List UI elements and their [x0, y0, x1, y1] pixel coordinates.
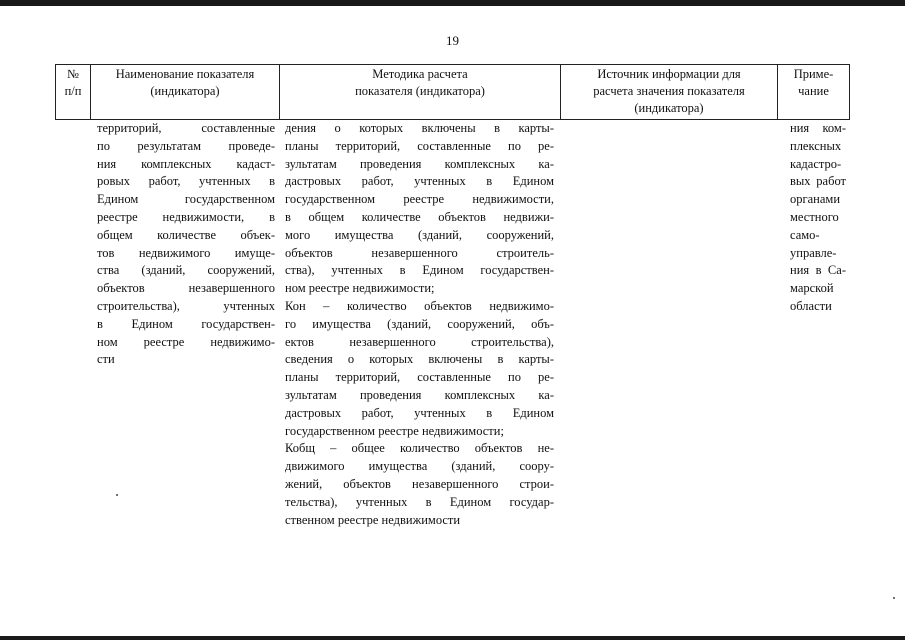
- text-line: управле-: [790, 245, 837, 260]
- text-line: государственном реестре недвижимости,: [285, 192, 554, 207]
- text-line: планы территорий, составленные по ре-: [285, 138, 554, 153]
- table-border-right: [849, 64, 850, 120]
- text-line: тельства), учтенных в Едином государ-: [285, 494, 554, 509]
- text-line: ном реестре недвижимо-: [97, 334, 275, 349]
- text-line: плексных: [790, 138, 842, 153]
- text-line: сведения о которых включены в карты-: [285, 352, 554, 367]
- text-line: дастровых работ, учтенных в Едином: [285, 405, 554, 420]
- header-num-line: п/п: [64, 84, 82, 98]
- header-note-line: Приме-: [793, 67, 834, 81]
- text-line: ектов незавершенного строительства),: [285, 334, 554, 349]
- header-method: [280, 66, 560, 100]
- text-line: органами: [790, 192, 841, 207]
- text-line: территорий, составленные: [97, 121, 275, 135]
- text-line: зультатам проведения комплексных ка-: [285, 156, 554, 171]
- text-line: в Едином государствен-: [97, 316, 275, 331]
- page-number: 19: [446, 33, 459, 48]
- text-line: зультатам проведения комплексных ка-: [285, 387, 554, 402]
- text-line: ства (зданий, сооружений,: [97, 263, 275, 278]
- text-line: строительства), учтенных: [97, 298, 275, 313]
- text-line: ния в Са-: [790, 263, 846, 278]
- text-line: ровых работ, учтенных в: [97, 174, 275, 189]
- text-line: движимого имущества (зданий, соору-: [285, 459, 554, 474]
- text-line: мого имущества (зданий, сооружений,: [285, 227, 554, 242]
- method-cell: [285, 120, 554, 529]
- text-line: реестре недвижимости, в: [97, 209, 275, 224]
- header-name: [91, 66, 279, 100]
- text-line: марской: [790, 281, 834, 296]
- note-cell: [790, 120, 846, 316]
- text-line: само-: [790, 227, 820, 242]
- text-line: дастровых работ, учтенных в Едином: [285, 174, 554, 189]
- text-line: сти: [97, 352, 115, 367]
- indicator-name-cell: [97, 120, 275, 369]
- header-num: [56, 66, 90, 100]
- header-method-line: Методика расчета: [372, 67, 468, 81]
- header-name-line: Наименование показателя: [115, 67, 255, 81]
- text-line: объектов незавершенного: [97, 281, 275, 296]
- header-num-line: №: [67, 67, 79, 81]
- text-line: Кобщ – общее количество объектов не-: [285, 441, 554, 456]
- text-line: области: [790, 298, 832, 313]
- text-line: вых работ: [790, 174, 846, 189]
- text-line: объектов незавершенного строитель-: [285, 245, 554, 260]
- text-line: Кон – количество объектов недвижимо-: [285, 298, 554, 313]
- text-line: государственном реестре недвижимости;: [285, 423, 504, 438]
- text-line: ства), учтенных в Едином государствен-: [285, 263, 554, 278]
- header-note-line: чание: [798, 84, 829, 98]
- text-line: по результатам проведе-: [97, 138, 275, 153]
- header-source-line: Источник информации для: [597, 67, 741, 81]
- text-line: кадастро-: [790, 156, 842, 171]
- header-source-line: (индикатора): [634, 101, 704, 115]
- text-line: местного: [790, 209, 839, 224]
- text-line: общем количестве объек-: [97, 227, 275, 242]
- scan-top-edge: [0, 0, 905, 6]
- scan-speck: [893, 597, 895, 599]
- scan-speck: [116, 494, 118, 496]
- text-line: жений, объектов незавершенного строи-: [285, 476, 554, 491]
- text-line: ственном реестре недвижимости: [285, 512, 461, 527]
- text-line: ния комплексных кадаст-: [97, 156, 275, 171]
- header-source-line: расчета значения показателя: [593, 84, 745, 98]
- text-line: планы территорий, составленные по ре-: [285, 370, 554, 385]
- header-method-line: показателя (индикатора): [355, 84, 485, 98]
- text-line: ном реестре недвижимости;: [285, 281, 435, 296]
- text-line: ния ком-: [790, 121, 846, 135]
- text-line: в общем количестве объектов недвижи-: [285, 209, 554, 224]
- text-line: Едином государственном: [97, 192, 275, 207]
- text-line: дения о которых включены в карты-: [285, 121, 554, 135]
- scan-bottom-edge: [0, 636, 905, 640]
- text-line: го имущества (зданий, сооружений, объ-: [285, 316, 554, 331]
- header-source: [561, 66, 777, 117]
- text-line: тов недвижимого имуще-: [97, 245, 275, 260]
- header-note: [778, 66, 849, 100]
- header-name-line: (индикатора): [150, 84, 220, 98]
